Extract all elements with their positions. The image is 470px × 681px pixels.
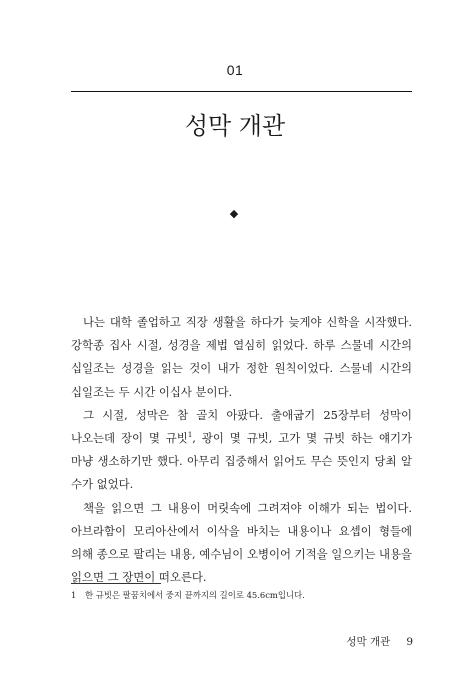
chapter-title: 성막 개관 — [184, 112, 286, 140]
body-text — [71, 311, 412, 589]
footnote-divider — [71, 583, 161, 584]
paragraph-text: , 광이 몇 규빗, 고가 몇 규빗 하는 얘기가 마냥 생소하기만 했다. 아무리 집중해서 읽어도 무슨 뜻인지 당최 알 수가 없었다. — [71, 431, 412, 492]
running-footer — [346, 634, 413, 649]
diamond-ornament-icon: ◆ — [229, 207, 239, 220]
chapter-number: 01 — [226, 62, 244, 78]
chapter-heading-rule — [71, 91, 412, 92]
page-number: 9 — [406, 636, 413, 648]
paragraph: 책을 읽으면 그 내용이 머릿속에 그려져야 이해가 되는 법이다. 아브라함이 모리아산에서 이삭을 바치는 내용이나 요셉이 형들에 의해 종으로 팔리는 내용, 예수님이 오병이어 기적을 일으키는 내용을 읽으면 그 장면이 떠오른다. — [71, 500, 412, 585]
paragraph: 나는 대학 졸업하고 직장 생활을 하다가 늦게야 신학을 시작했다. 강학종 집사 시절, 성경을 제법 열심히 읽었다. 하루 스물네 시간의 십일조는 성경을 읽는 것이 내가 정한 원칙이었다. 스물네 시간의 십일조는 두 시간 이십사 분이다. — [71, 315, 412, 399]
footnote-number: 1 — [71, 590, 77, 600]
footnote-text: 한 규빗은 팔꿈치에서 중지 끝까지의 길이로 45.6cm입니다. — [85, 590, 305, 600]
footnote — [71, 589, 412, 601]
running-title: 성막 개관 — [346, 636, 391, 648]
footnote-reference: 1 — [187, 431, 193, 440]
paragraph — [71, 404, 412, 497]
paragraph-text: 그 시절, 성막은 참 골치 아팠다. 출애굽기 25장부터 성막이 나오는데 장이 몇 규빗 — [71, 407, 412, 446]
